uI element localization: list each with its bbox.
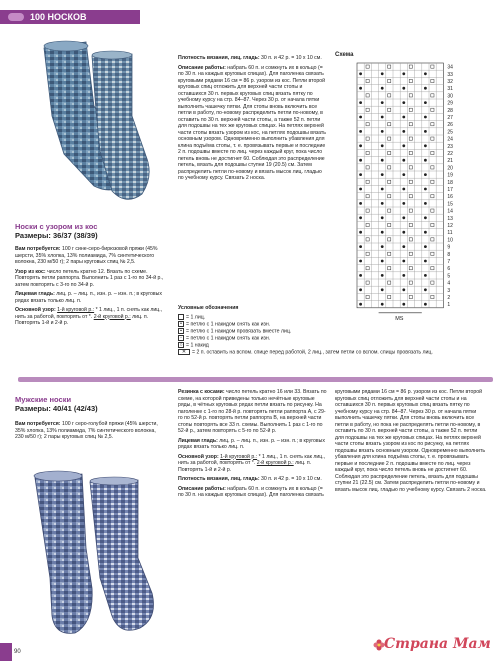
description-paragraph (178, 65, 326, 182)
materials-paragraph (15, 421, 165, 441)
footer-tab (0, 643, 12, 661)
description-continued: круговыми рядами 16 см = 86 р. узором из кос. Петли второй круговых спиц отложить для верхней части стопы и на оставшихся 30 п. первых круговых спиц вязать пятку по учебному курсу на стр. 84–87. Через 30 р. от начала пятки выполнить чашечку пятки. Для стопы вновь включить все петли в работу, но пока не распределять петли по-новому, в оставить по 30 п. верхней части стопы, а также 52 п. петли для подошвы на тех же круговых спицах. На петлях верхней части стопы вязать узором из кос по рисунку, на петлях подошвы вязать основным узором. Одновременно выполнить убавления для клина подъёма стопы, т. е. провязывать первые и последние 2 п. подошвы вместе по лиц. через каждый круг, пока число петель вновь не достигнет 60. Соблюдая это распределение петель, вязать для подошвы ступни 21 (22.5) см. Затем распределить петли по-новому и вязать мысок лиц. гладью по учебному курсу. Связать 2 носка. (335, 389, 487, 493)
chart-stitch-dot (424, 245, 427, 248)
chart-stitch-dot (359, 173, 362, 176)
chart-stitch-dot (424, 188, 427, 191)
chart-stitch-dot (402, 288, 405, 291)
chart-stitch-dot (359, 202, 362, 205)
chart-stitch-dot (359, 188, 362, 191)
main-pattern-row1-label: 1-й круговой р.: (220, 453, 258, 460)
chart-stitch-dot (381, 202, 384, 205)
stockinette-paragraph (15, 291, 165, 304)
page-title: 100 НОСКОВ (30, 12, 87, 22)
stockinette-text: лиц. р. – лиц. п., изн. р. – изн. п.; в круговых рядах вязать только лиц. п. (15, 291, 162, 304)
chart-row-number: 8 (447, 251, 451, 258)
chart-stitch-dot (402, 303, 405, 306)
chart-row-number: 14 (447, 208, 453, 215)
chart-stitch-dot (359, 72, 362, 75)
main-pattern-paragraph (15, 307, 165, 327)
chart-stitch-dot (424, 116, 427, 119)
chart-row-number: 3 (447, 287, 451, 294)
cable-pattern-text: число петель кратно 12. Вязать по схеме. Повторять петли раппорта. Выполнить 1 раз с 1-го по 34-й р., затем повторять с 3-го по 34-й р. (15, 268, 164, 288)
legend-item-text: = петлю с 1 накидом провязать вместе лиц. (186, 327, 292, 334)
chart-stitch-dot (402, 144, 405, 147)
chart-row-number: 11 (447, 230, 453, 237)
sizes-cable-socks: Размеры: 36/37 (38/39) (15, 231, 98, 240)
materials-label: Вам потребуется: (15, 421, 61, 427)
chart-row-number: 28 (447, 107, 453, 114)
chart-row-number: 6 (447, 266, 451, 273)
chart-stitch-dot (424, 202, 427, 205)
page-header (0, 0, 500, 30)
chart-row-number: 20 (447, 165, 453, 172)
description-label: Описание работы: (178, 64, 226, 71)
chart-row-number: 31 (447, 86, 453, 93)
legend-item-text: = 2 п. оставить на вспом. спице перед работой, 2 лиц., затем петли со вспом. спицы провязать лиц. (192, 348, 433, 355)
slip-symbol-icon: ◦ (178, 335, 184, 341)
chart-row-number: 23 (447, 143, 453, 150)
chart-row-number: 25 (447, 129, 453, 136)
stockinette-paragraph (178, 438, 328, 451)
legend-item (178, 342, 488, 349)
chart-stitch-dot (424, 173, 427, 176)
chart-stitch-dot (424, 144, 427, 147)
chart-stitch-dot (359, 130, 362, 133)
chart-stitch-dot (402, 173, 405, 176)
chart-stitch-dot (424, 274, 427, 277)
chart-stitch-dot (381, 130, 384, 133)
chart-stitch-dot (381, 159, 384, 162)
chart-grid (335, 61, 495, 336)
chart-stitch-dot (424, 231, 427, 234)
chart-stitch-dot (402, 216, 405, 219)
chart-stitch-dot (402, 72, 405, 75)
chart-stitch-dot (381, 231, 384, 234)
chart-stitch-dot (359, 303, 362, 306)
chart-row-number: 4 (447, 280, 451, 287)
chart-row-number: 13 (447, 215, 453, 222)
chart-stitch-dot (402, 130, 405, 133)
chart-row-number: 7 (447, 259, 451, 265)
legend-item-text: = 1 лиц. (186, 313, 206, 320)
materials-text: 100 г сине-серо-бирюзовой пряжи (45% шерсти, 35% хлопка, 13% полиамида, 7% синтетического волокна, 230 м/50 г); 2 пары круговых спиц № 2,5. (15, 246, 158, 265)
chart-stitch-dot (359, 260, 362, 263)
description-paragraph (178, 486, 328, 499)
chart-stitch-dot (381, 144, 384, 147)
chart-stitch-dot (381, 87, 384, 90)
chart-stitch-dot (424, 87, 427, 90)
rib-cable-paragraph (178, 389, 328, 435)
chart-row-number: 27 (447, 115, 453, 121)
rib-cable-text: число петель кратно 16 или 33. Вязать по схеме, на которой приведены только нечётные круговые ряды, в чётных круговых рядах петли вязать по рисунку. На паголенке с 1-го по 28-й р. повторять петли раппорта А, с 29-го по 52-й р. повторять петли раппорта В, на верхней части стопы повторять все 33 п. схемы. Выполнить 1 раз с 1-го по 52-й р., затем повторять с 5-го по 52-й р. (178, 389, 327, 434)
watermark-text: Страна Мам (384, 636, 491, 652)
chart-stitch-dot (359, 87, 362, 90)
socks-photo-bottom (20, 468, 165, 643)
chart-stitch-dot (381, 116, 384, 119)
chart-row-number: 19 (447, 172, 453, 179)
chart-row-number: 17 (447, 187, 453, 193)
chart-stitch-dot (381, 288, 384, 291)
main-pattern-row1-label: 1-й круговой р.: (57, 307, 95, 313)
gauge-paragraph (178, 476, 328, 483)
stockinette-label: Лицевая гладь: (178, 437, 218, 444)
main-pattern-row2-label: 2-й круговой р.: (256, 460, 294, 466)
cable-pattern-label: Узор из кос: (15, 268, 46, 275)
main-pattern-label: Основной узор: (15, 307, 56, 313)
top-left-column (15, 246, 165, 330)
chart-stitch-dot (359, 216, 362, 219)
description-text: набрать 60 п. и сомкнуть их в кольцо (= по 30 п. на каждых круговых спицах). Для паголенка связать круговыми рядами 16 см = 86 р. узором из кос. Петли второй круговых спиц отложить для верхней части стопы и оставшихся 30 п. первых круговых спиц вязать пятку по учебному курсу на стр. 84–87. Через 30 р. от начала пятки выполнить чашечку пятки. Для стопы вновь включить все петли в работу, по-новому распределить петли по-новому, в оставить по 30 п. верхней части стопы, а также 52 п. петли для подошвы на тех же круговых спицах. На петлях верхней части стопы вязать узором из кос, на петлях подошвы вязать основным узором. Одновременно выполнить убавления для клина подъёма стопы, т. е. провязывать первые и последние 2 п. подошвы вместе по лиц. через каждый круг, пока число петель вновь не достигнет 60. Соблюдая это распределение петель, вязать для подошвы ступни 19 (20.5) см. Затем распределить петли по-новому и вязать мысок лиц. гладью по учебному курсу. Связать 2 носка. (178, 64, 326, 181)
chart-stitch-dot (424, 288, 427, 291)
chart-row-number: 15 (447, 201, 453, 208)
knit-symbol-icon (178, 314, 184, 320)
chart-row-number: 32 (447, 79, 453, 85)
stockinette-text: лиц. р. – лиц. п., изн. р. – изн. п.; в круговых рядах вязать только лиц. п. (178, 437, 325, 450)
chart-stitch-dot (359, 288, 362, 291)
knit-together-symbol-icon: ▪ (178, 328, 184, 334)
legend-item (178, 349, 488, 362)
chart-stitch-dot (402, 260, 405, 263)
chart-stitch-dot (402, 274, 405, 277)
chart-stitch-dot (359, 116, 362, 119)
chart-stitch-dot (381, 101, 384, 104)
cable-pattern-paragraph (15, 269, 165, 289)
socks-photo-top (14, 36, 159, 216)
main-pattern-label: Основной узор: (178, 453, 219, 460)
chart-stitch-dot (359, 274, 362, 277)
chart-row-number: 12 (447, 223, 453, 229)
main-pattern-row2-text: лиц. п. Повторять 1-й и 2-й р. (178, 460, 312, 473)
chart-stitch-dot (402, 231, 405, 234)
section-title-cable-socks: Носки с узором из кос (15, 222, 98, 231)
chart-stitch-dot (402, 202, 405, 205)
chart-stitch-dot (402, 116, 405, 119)
chart-row-number: 10 (447, 237, 453, 244)
legend-item-text: = 1 накид (186, 341, 209, 348)
legend-item-text: = петлю с 1 накидом снять как изн. (186, 320, 271, 327)
description-label: Описание работы: (178, 485, 226, 492)
chart-stitch-dot (381, 274, 384, 277)
chart-stitch-dot (381, 188, 384, 191)
header-decoration (8, 13, 24, 21)
chart-row-number: 30 (447, 93, 453, 100)
materials-label: Вам потребуется: (15, 246, 61, 252)
gauge-label: Плотность вязания, лиц. гладь: (178, 55, 260, 61)
chart-stitch-dot (424, 72, 427, 75)
chart-row-number: 34 (447, 64, 453, 71)
chart-stitch-dot (381, 303, 384, 306)
chart-row-number: 24 (447, 136, 453, 143)
legend-title: Условные обозначения (178, 305, 239, 311)
chart-stitch-dot (402, 245, 405, 248)
chart-stitch-dot (424, 159, 427, 162)
chart-stitch-dot (424, 303, 427, 306)
section-divider (18, 377, 493, 382)
chart-stitch-dot (359, 144, 362, 147)
chart-row-number: 2 (447, 295, 451, 301)
chart-label: Схема (335, 52, 354, 58)
gauge-label: Плотность вязания, лиц. гладь: (178, 476, 260, 482)
materials-paragraph (15, 246, 165, 266)
bottom-middle-column (178, 389, 328, 502)
materials-text: 100 г серо-голубой пряжи (45% шерсти, 35% хлопка, 13% полиамида, 7% синтетического волокна, 230 м/50 г); 2 пары круговых спиц № 2,5. (15, 421, 158, 440)
chart-stitch-dot (381, 72, 384, 75)
chart-stitch-dot (402, 188, 405, 191)
gauge-text: 30 п. и 42 р. = 10 х 10 см. (261, 476, 322, 482)
main-pattern-row1-text: * 1 лиц., 1 п. снять как лиц., нить за работой, повторять от *. (178, 453, 326, 466)
chart-stitch-dot (424, 130, 427, 133)
chart-row-number: 26 (447, 122, 453, 129)
chart-stitch-dot (359, 159, 362, 162)
yarn-over-symbol-icon: ○ (179, 341, 183, 348)
chart-stitch-dot (424, 101, 427, 104)
top-middle-column (178, 55, 326, 185)
chart-stitch-dot (402, 87, 405, 90)
chart-stitch-dot (381, 216, 384, 219)
section-title-mens-socks: Мужские носки (15, 395, 72, 404)
rib-cable-label: Резинка с косами: (178, 389, 225, 395)
chart-stitch-dot (381, 260, 384, 263)
chart-row-number: 29 (447, 100, 453, 107)
chart-row-number: 33 (447, 71, 453, 78)
chart-stitch-dot (381, 245, 384, 248)
watermark (372, 632, 497, 656)
chart-row-number: 5 (447, 273, 451, 280)
sizes-mens-socks: Размеры: 40/41 (42/43) (15, 404, 98, 413)
description-text: набрать 60 п. и сомкнуть их в кольцо (= по 30 п. на каждых круговых спицах). Для паголенка связать (178, 485, 324, 498)
chart-stitch-dot (402, 159, 405, 162)
slip-stitch-symbol-icon: • (178, 321, 184, 327)
chart-row-number: 9 (447, 244, 451, 251)
chart-stitch-dot (402, 101, 405, 104)
cable-symbol-icon: ✕ (178, 349, 190, 355)
main-pattern-row2-label: 2-й круговой р.: (93, 313, 131, 320)
chart-stitch-dot (359, 245, 362, 248)
main-pattern-row1-text: * 1 лиц., 1 п. снять как лиц., нить за работой, повторять от *. (15, 307, 163, 320)
chart-row-number: 16 (447, 194, 453, 201)
chart-row-number: 21 (447, 158, 453, 165)
chart-stitch-dot (424, 260, 427, 263)
main-pattern-row2-text: лиц. п. Повторять 1-й и 2-й р. (15, 313, 149, 326)
chart-row-number: 18 (447, 179, 453, 186)
main-pattern-paragraph (178, 454, 328, 474)
bottom-left-column (15, 421, 165, 444)
gauge-paragraph (178, 55, 326, 62)
gauge-text: 30 п. и 42 р. = 10 х 10 см. (261, 55, 322, 61)
chart-stitch-dot (424, 216, 427, 219)
repeat-label: MS (395, 315, 404, 322)
chart-row-number: 1 (447, 302, 451, 309)
chart-stitch-dot (381, 173, 384, 176)
chart-row-number: 22 (447, 151, 453, 157)
stockinette-label: Лицевая гладь: (15, 291, 55, 297)
chart-stitch-dot (359, 231, 362, 234)
page-number: 90 (14, 649, 21, 655)
chart-stitch-dot (359, 101, 362, 104)
legend-item-text: = петлю с 1 накидом снять как изн. (186, 334, 271, 341)
knitting-chart (335, 52, 495, 332)
bottom-right-column (335, 389, 487, 496)
